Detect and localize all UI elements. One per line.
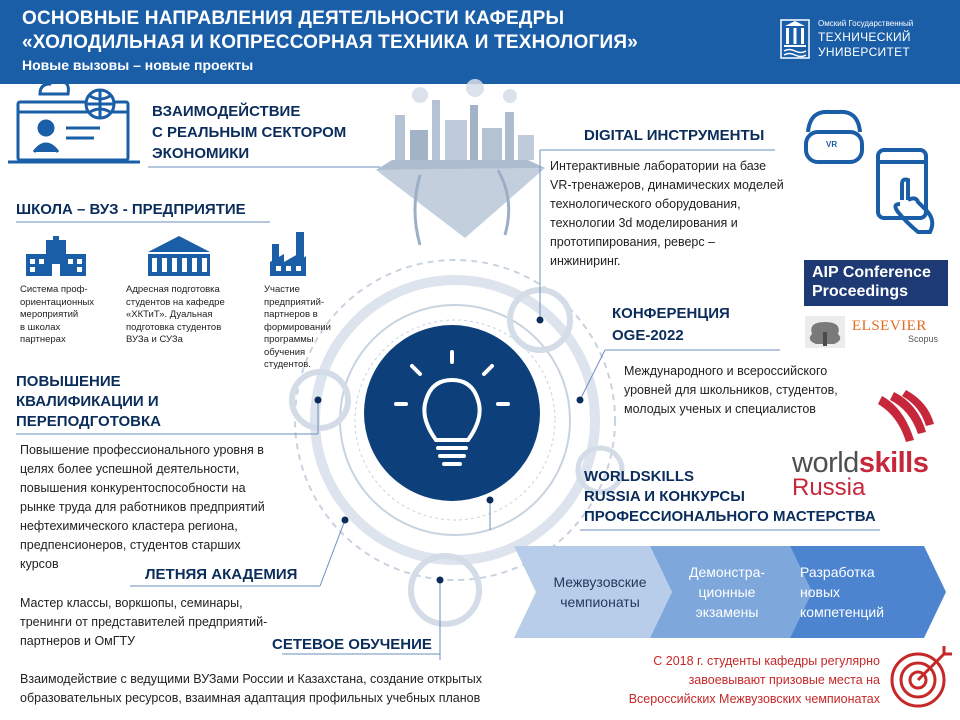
footer-line: С 2018 г. студенты кафедры регулярно bbox=[653, 654, 880, 668]
school-col2 bbox=[126, 284, 266, 347]
summer-line: партнеров и ОмГТУ bbox=[20, 634, 136, 648]
worldskills-title-3: ПРОФЕССИОНАЛЬНОГО МАСТЕРСТВА bbox=[584, 508, 876, 525]
industrial-city-icon bbox=[376, 79, 545, 245]
school-col1 bbox=[20, 284, 130, 347]
page-subtitle: Новые вызовы – новые проекты bbox=[22, 57, 254, 73]
digital-line: прототипирования, реверс – bbox=[550, 235, 716, 249]
logo-text-line1: Омский Государственный bbox=[818, 19, 914, 28]
step-line: Межвузовские bbox=[553, 574, 647, 590]
digital-line: технологии 3d моделирования и bbox=[550, 216, 738, 230]
real-sector-title-1: ВЗАИМОДЕЙСТВИЕ bbox=[152, 103, 301, 120]
factory-icon bbox=[270, 232, 306, 276]
step-line: новых bbox=[800, 584, 841, 600]
school-building-icon bbox=[26, 236, 86, 276]
step-line: чемпионаты bbox=[560, 594, 640, 610]
qualification-line: рынке труда для работников предприятий bbox=[20, 500, 265, 514]
qualification-title-2: КВАЛИФИКАЦИИ И bbox=[16, 393, 159, 410]
qualification-body bbox=[20, 441, 320, 574]
worldskills-title-2: RUSSIA И КОНКУРСЫ bbox=[584, 488, 745, 505]
summer-title: ЛЕТНЯЯ АКАДЕМИЯ bbox=[145, 566, 298, 583]
qualification-line: целях более успешной деятельности, bbox=[20, 462, 240, 476]
network-title: СЕТЕВОЕ ОБУЧЕНИЕ bbox=[272, 636, 432, 653]
worldskills-logo-russia: Russia bbox=[792, 474, 866, 501]
school-title: ШКОЛА – ВУЗ - ПРЕДПРИЯТИЕ bbox=[16, 201, 246, 218]
digital-body bbox=[550, 157, 840, 271]
school-col3-line: формировании bbox=[264, 321, 331, 333]
scopus-logo-text: Scopus bbox=[908, 334, 939, 344]
page-title-line1: ОСНОВНЫЕ НАПРАВЛЕНИЯ ДЕЯТЕЛЬНОСТИ КАФЕДРЫ bbox=[22, 8, 565, 29]
school-col2-line: подготовка студентов bbox=[126, 321, 222, 333]
worldskills-logo-b: skills bbox=[858, 447, 929, 479]
school-col2-line: «ХКТиТ». Дуальная bbox=[126, 309, 213, 320]
network-line: Взаимодействие с ведущими ВУЗами России и Казахстана, создание открытых bbox=[20, 672, 483, 686]
vr-headset-icon bbox=[806, 112, 862, 162]
aip-logo-line1: AIP Conference bbox=[812, 264, 931, 281]
vr-label: VR bbox=[826, 140, 838, 149]
conference-title-1: КОНФЕРЕНЦИЯ bbox=[612, 305, 730, 322]
step-intervuz bbox=[536, 572, 664, 612]
footer-line: Всероссийских Межвузовских чемпионатах bbox=[628, 692, 880, 706]
conference-line: Международного и всероссийского bbox=[624, 364, 828, 378]
step-line: экзамены bbox=[695, 604, 759, 620]
network-body bbox=[20, 670, 580, 708]
step-line: Разработка bbox=[800, 564, 875, 580]
conference-title-2: OGE-2022 bbox=[612, 327, 684, 344]
qualification-title-3: ПЕРЕПОДГОТОВКА bbox=[16, 413, 161, 430]
real-sector-title-3: ЭКОНОМИКИ bbox=[152, 145, 250, 162]
school-col2-line: ВУЗа и СУЗа bbox=[126, 334, 183, 345]
real-sector-title-2: С РЕАЛЬНЫМ СЕКТОРОМ bbox=[152, 124, 347, 141]
network-line: образовательных ресурсов, взаимная адаптация профильных учебных планов bbox=[20, 691, 481, 705]
elsevier-tree-icon bbox=[805, 316, 845, 348]
digital-title: DIGITAL ИНСТРУМЕНТЫ bbox=[584, 127, 765, 144]
school-col3-line: обучения bbox=[264, 346, 306, 358]
university-building-icon bbox=[148, 236, 210, 276]
qualification-line: предпенсионеров, студентов старших bbox=[20, 538, 241, 552]
target-icon bbox=[892, 646, 952, 706]
summer-line: тренинги от представителей предприятий- bbox=[20, 615, 268, 629]
digital-line: технологического оборудования, bbox=[550, 197, 741, 211]
school-col1-line: партнерах bbox=[20, 334, 66, 345]
school-col1-line: мероприятий bbox=[20, 309, 79, 320]
school-col3-line: программы bbox=[264, 334, 314, 345]
qualification-line: Повышение профессионального уровня в bbox=[20, 443, 264, 457]
worldskills-logo-a: world bbox=[792, 447, 859, 479]
online-monitor-icon bbox=[8, 79, 140, 162]
conference-line: уровней для школьников, студентов, bbox=[624, 383, 838, 397]
school-col2-line: Адресная подготовка bbox=[126, 284, 220, 295]
digital-line: VR-тренажеров, динамических моделей bbox=[550, 178, 784, 192]
logo-text-line2: ТЕХНИЧЕСКИЙ bbox=[818, 30, 911, 44]
touch-phone-icon bbox=[878, 150, 932, 232]
qualification-title-1: ПОВЫШЕНИЕ bbox=[16, 373, 121, 390]
worldskills-footer bbox=[560, 652, 880, 709]
conference-line: молодых ученых и специалистов bbox=[624, 402, 816, 416]
step-line: ционные bbox=[698, 584, 756, 600]
worldskills-title-1: WORLDSKILLS bbox=[584, 468, 694, 485]
school-col2-line: студентов на кафедре bbox=[126, 296, 225, 308]
logo-text-line3: УНИВЕРСИТЕТ bbox=[818, 45, 911, 59]
school-col3-line: студентов. bbox=[264, 359, 311, 370]
step-line: компетенций bbox=[800, 604, 885, 620]
school-col1-line: ориентационных bbox=[20, 296, 95, 308]
digital-line: Интерактивные лаборатории на базе bbox=[550, 159, 767, 173]
step-new-competencies bbox=[800, 562, 910, 622]
school-col1-line: Система проф- bbox=[20, 284, 88, 295]
school-col3-line: Участие bbox=[264, 284, 300, 295]
step-line: Демонстра- bbox=[688, 564, 766, 580]
summer-line: Мастер классы, воркшопы, семинары, bbox=[20, 596, 243, 610]
digital-line: инжиниринг. bbox=[550, 254, 621, 268]
school-col1-line: в школах bbox=[20, 321, 61, 333]
step-demo-exams bbox=[672, 562, 782, 622]
page-title-line2: «ХОЛОДИЛЬНАЯ И КОПРЕССОРНАЯ ТЕХНИКА И ТЕХНОЛОГИЯ» bbox=[22, 32, 638, 53]
qualification-line: повышения конкурентоспособности на bbox=[20, 481, 246, 495]
qualification-line: нефтехимического кластера региона, bbox=[20, 519, 238, 533]
school-col3-line: предприятий- bbox=[264, 296, 325, 308]
elsevier-logo-text: ELSEVIER bbox=[852, 318, 927, 334]
aip-logo-line2: Proceedings bbox=[812, 283, 909, 300]
footer-line: завоевывают призовые места на bbox=[688, 673, 880, 687]
school-col3 bbox=[264, 284, 354, 372]
conference-body bbox=[624, 362, 894, 419]
school-col3-line: партнеров в bbox=[264, 309, 318, 320]
qualification-line: курсов bbox=[20, 557, 59, 571]
